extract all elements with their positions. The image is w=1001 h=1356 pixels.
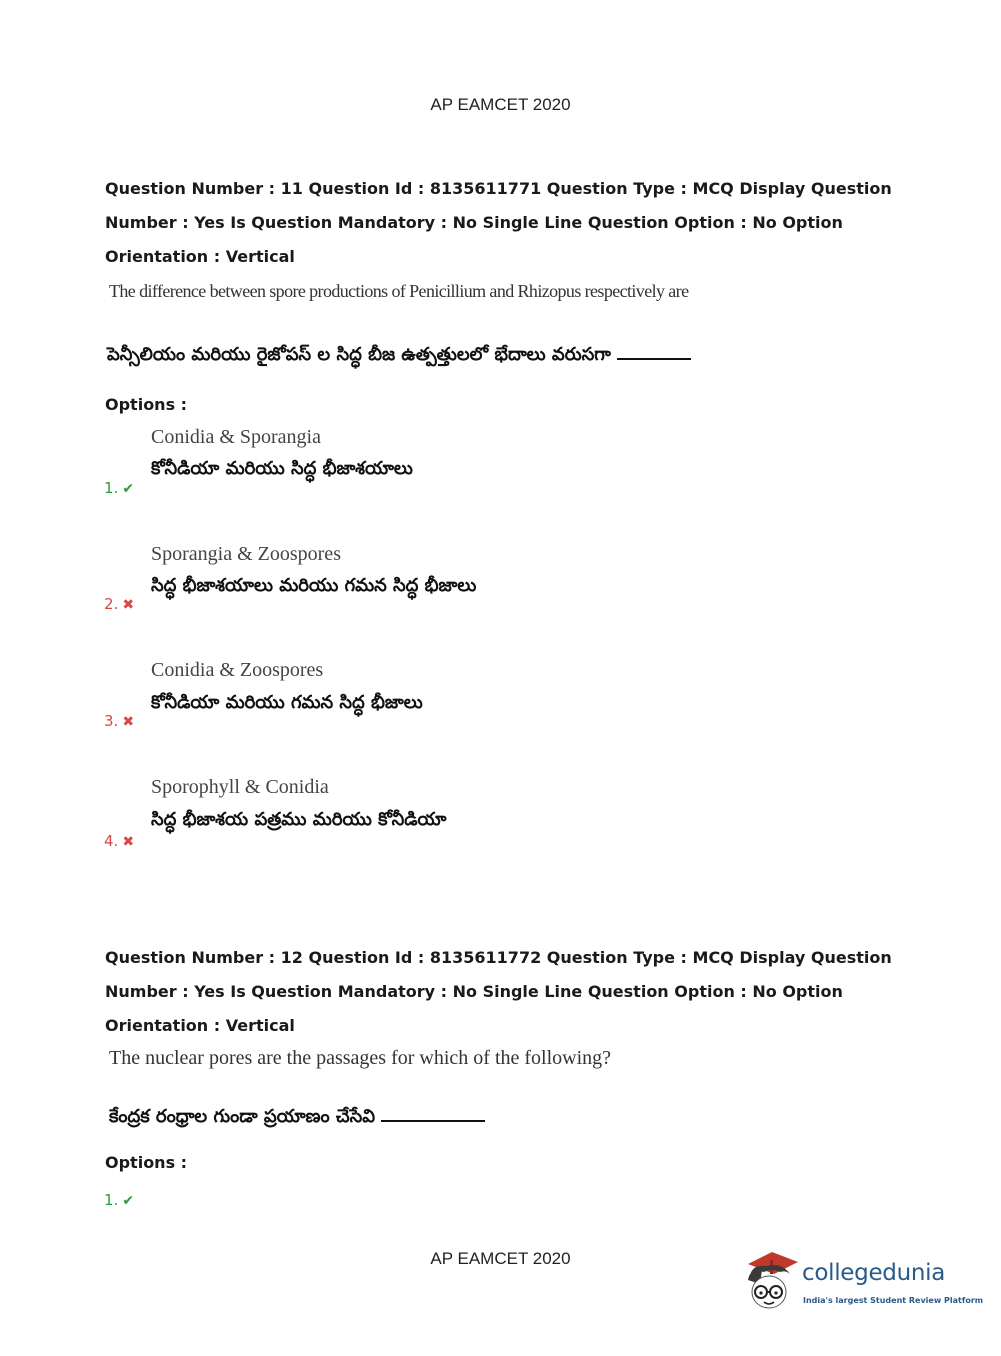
option-1-text-te: కోనీడియా మరియు సిద్ధ భీజాశయాలు: [151, 458, 413, 479]
option-4-number: [104, 832, 134, 850]
option-1-number: [104, 1191, 134, 1209]
option-2-number: [104, 595, 134, 613]
option-number-label: 1.: [104, 479, 119, 497]
option-number-label: 4.: [104, 832, 119, 850]
meta-line: Number : Yes Is Question Mandatory : No Single Line Question Option : No Option: [105, 213, 843, 232]
option-3-text-en: Conidia & Zoospores: [151, 659, 324, 681]
answer-blank: [381, 1118, 485, 1122]
question-11-meta: [105, 172, 892, 274]
collegedunia-logo: [742, 1250, 984, 1320]
question-12-text-te: [109, 1106, 485, 1131]
brand-name: collegedunia: [802, 1260, 946, 1286]
meta-line: Question Number : 12 Question Id : 8135611772 Question Type : MCQ Display Question: [105, 948, 892, 967]
option-1-number: [104, 479, 134, 497]
meta-line: Question Number : 11 Question Id : 8135611771 Question Type : MCQ Display Question: [105, 179, 892, 198]
mascot-icon: [742, 1250, 802, 1318]
question-te-label: పెన్సీలియం మరియు రైజోపస్ ల సిద్ధ బీజ ఉత్పత్తులలో భేదాలు వరుసగా: [107, 344, 611, 365]
option-number-label: 2.: [104, 595, 119, 613]
option-4-text-en: Sporophyll & Conidia: [151, 776, 329, 798]
option-4-text-te: సిద్ధ భీజాశయ పత్రము మరియు కోనీడియా: [151, 809, 447, 830]
check-icon: ✔: [122, 1193, 135, 1209]
options-label: Options :: [105, 395, 188, 414]
option-2-text-te: సిద్ధ భీజాశయాలు మరియు గమన సిద్ధ భీజాలు: [151, 575, 477, 596]
brand-tagline: India's largest Student Review Platform: [803, 1296, 984, 1305]
meta-line: Orientation : Vertical: [105, 247, 295, 266]
question-11-text-te: [107, 344, 691, 369]
question-11-text-en: The difference between spore productions of Penicillium and Rhizopus respectively are: [109, 281, 689, 301]
meta-line: Orientation : Vertical: [105, 1016, 295, 1035]
meta-line: Number : Yes Is Question Mandatory : No Single Line Question Option : No Option: [105, 982, 843, 1001]
cross-icon: ✖: [122, 714, 135, 730]
question-12-meta: [105, 941, 892, 1043]
page-header: AP EAMCET 2020: [430, 95, 571, 114]
answer-blank: [617, 356, 691, 360]
cross-icon: ✖: [122, 834, 135, 850]
option-number-label: 1.: [104, 1191, 119, 1209]
option-3-number: [104, 712, 134, 730]
option-2-text-en: Sporangia & Zoospores: [151, 543, 341, 565]
option-1-text-en: Conidia & Sporangia: [151, 426, 321, 448]
question-12-text-en: The nuclear pores are the passages for which of the following?: [109, 1047, 612, 1069]
options-label: Options :: [105, 1153, 188, 1172]
option-3-text-te: కోనీడియా మరియు గమన సిద్ధ భీజాలు: [151, 692, 423, 713]
option-number-label: 3.: [104, 712, 119, 730]
check-icon: ✔: [122, 481, 135, 497]
question-te-label: కేంద్రక రంధ్రాల గుండా ప్రయాణం చేసేవి: [109, 1106, 376, 1127]
page-footer: AP EAMCET 2020: [430, 1249, 571, 1268]
cross-icon: ✖: [122, 597, 135, 613]
